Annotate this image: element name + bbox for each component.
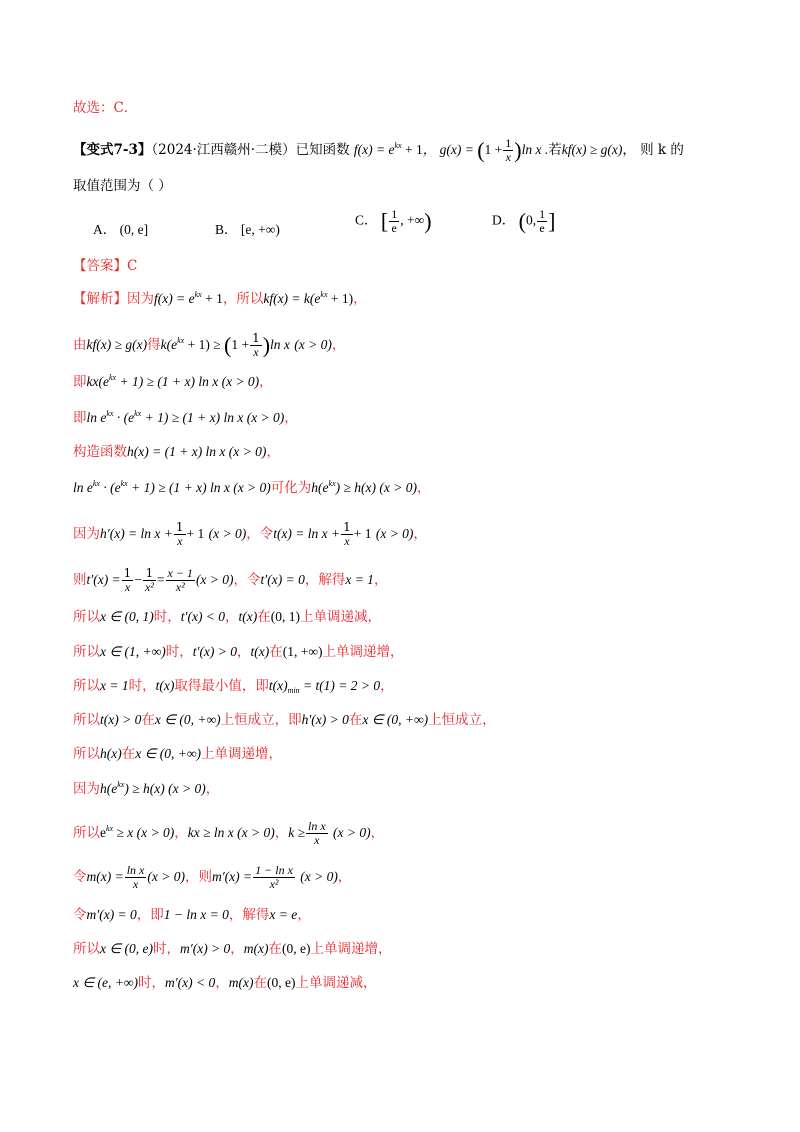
fraction-denominator: x: [314, 833, 320, 847]
text: 所以: [73, 609, 100, 625]
paren: (: [224, 332, 232, 358]
text: ，: [174, 825, 188, 841]
math-text: kf(x) ≥ g(x): [86, 337, 148, 352]
math-text: 1 +: [231, 337, 250, 352]
text: ，令: [233, 572, 261, 588]
math-text: (x > 0): [294, 337, 332, 352]
text: 所以: [73, 678, 100, 694]
analysis-line-8: [73, 567, 387, 594]
math-text: ln x .: [521, 142, 549, 157]
math-text: h′(x) > 0: [301, 712, 349, 727]
analysis-tag: 【解析】因为: [73, 291, 154, 307]
analysis-line-9: [73, 608, 381, 626]
text: ，: [237, 644, 251, 660]
problem-tag: 【变式7-3】: [73, 142, 152, 158]
text: ，解得: [228, 907, 270, 923]
text: 令: [73, 907, 87, 923]
analysis-line-16: [73, 864, 351, 891]
option-label: D．: [492, 212, 516, 228]
text: ，: [337, 869, 352, 885]
math-text: m(x) =: [86, 869, 124, 884]
math-text: + 1: [201, 291, 223, 306]
math-text: = t(1) = 2 > 0: [299, 678, 381, 693]
fraction: [306, 820, 328, 847]
fraction-numerator: x − 1: [167, 566, 193, 580]
math-text: 1 − ln x = 0: [163, 907, 229, 922]
text: 上单调递增，: [310, 941, 392, 957]
text: ，: [284, 410, 298, 426]
option-a: [93, 218, 148, 238]
text: ， 则 k 的: [622, 142, 684, 158]
option-value: 0,: [525, 212, 537, 228]
text: ，: [259, 374, 273, 390]
analysis-line-12: [73, 711, 496, 729]
paren: ): [514, 137, 522, 163]
math-text: ≥ x (x > 0): [113, 825, 175, 840]
text: ，: [353, 291, 367, 307]
text: 时，: [153, 941, 180, 957]
text: 得: [147, 337, 161, 353]
fraction-numerator: 1: [175, 520, 184, 534]
fraction-denominator: x: [505, 150, 511, 164]
exponent: kx: [134, 409, 142, 418]
text: ，: [380, 678, 394, 694]
math-text: t(x): [268, 678, 288, 693]
fraction-numerator: 1: [505, 136, 512, 150]
exponent: kx: [328, 479, 336, 488]
fraction: [174, 521, 186, 548]
text: 在: [253, 975, 267, 991]
bracket: ]: [548, 208, 556, 234]
paren: ): [262, 332, 271, 358]
text: 所以: [73, 712, 100, 728]
math-text: e: [100, 825, 106, 840]
math-text: m(x): [228, 975, 254, 990]
math-text: (x > 0): [375, 526, 414, 541]
fraction: [250, 332, 262, 359]
paren: (: [477, 137, 485, 163]
bracket: [: [380, 208, 389, 234]
text: 令: [73, 869, 87, 885]
math-text: −: [134, 572, 142, 587]
exponent: kx: [120, 479, 128, 488]
option-label: C．: [355, 212, 378, 228]
text: ，: [205, 781, 220, 797]
exponent: kx: [106, 409, 114, 418]
analysis-line-3: [73, 373, 273, 391]
function-f: f(x) = e: [353, 142, 395, 157]
math-text: t(x) > 0: [100, 712, 142, 727]
math-text: t′(x) > 0: [192, 644, 238, 659]
text: ，: [225, 609, 239, 625]
text: ，: [370, 825, 385, 841]
fraction: [503, 137, 513, 164]
analysis-line-10: [73, 643, 404, 661]
option-d: [492, 208, 555, 235]
math-text: h(x): [100, 746, 122, 761]
math-text: t(x): [238, 609, 258, 624]
math-text: · (e: [113, 410, 135, 425]
text: 由: [73, 337, 87, 353]
math-text: (x > 0): [147, 869, 185, 884]
paren: ): [424, 208, 432, 234]
math-text: x ∈ (0, +∞): [362, 712, 429, 727]
exponent: kx: [320, 290, 328, 299]
text: ，所以: [222, 291, 264, 307]
fraction-denominator: x²: [269, 877, 279, 891]
text: ，: [230, 941, 244, 957]
math-text: kx ≥ ln x (x > 0): [187, 825, 275, 840]
fraction-denominator: x: [132, 877, 139, 891]
analysis-line-5: [73, 443, 280, 461]
fraction-denominator: x: [124, 580, 131, 594]
text: 上单调递减，: [295, 975, 377, 991]
fraction: [389, 208, 399, 235]
fraction-numerator: 1: [123, 566, 132, 580]
analysis-line-18: [73, 940, 392, 958]
subscript: min: [287, 686, 300, 695]
math-text: t(x) = ln x +: [273, 526, 341, 541]
math-text: x ∈ (e, +∞): [73, 975, 138, 990]
fraction: [143, 567, 156, 594]
text: 上恒成立，即: [220, 712, 302, 728]
fraction-denominator: e: [539, 221, 545, 235]
fraction: [122, 567, 134, 594]
math-text: (x > 0): [332, 825, 371, 840]
math-text: f(x) = e: [154, 291, 195, 306]
option-value: [e, +∞): [240, 222, 280, 237]
math-text: x ∈ (0, 1): [100, 609, 154, 624]
fraction: [166, 567, 195, 594]
analysis-line-13: [73, 745, 282, 763]
paren: (: [518, 208, 526, 234]
text: ，: [331, 337, 346, 353]
text: 在: [348, 712, 363, 728]
option-value: , +∞: [400, 212, 425, 228]
fraction-numerator: 1: [343, 520, 351, 534]
math-text: k(e: [160, 337, 178, 352]
text: 取得最小值，即: [174, 678, 269, 694]
math-text: m′(x) = 0: [86, 907, 137, 922]
fraction-denominator: x: [177, 534, 183, 548]
text: 即: [73, 410, 87, 426]
analysis-line-2: [73, 332, 345, 359]
option-value: (0, e]: [119, 222, 149, 237]
exponent: kx: [106, 824, 114, 833]
text: ，: [274, 825, 289, 841]
exponent: kx: [194, 290, 202, 299]
math-text: x = 1: [100, 678, 129, 693]
text: 因为: [73, 526, 100, 542]
problem-source: （2024·江西赣州·二模）已知函数: [151, 142, 350, 158]
math-text: h(x) = (1 + x) ln x (x > 0): [127, 444, 267, 459]
math-text: t′(x) = 0: [260, 572, 305, 587]
analysis-line-14: [73, 780, 219, 798]
text: 可化为: [270, 480, 312, 496]
math-text: m(x): [243, 941, 269, 956]
analysis-line-1: [73, 290, 367, 308]
text: 上恒成立，: [428, 712, 496, 728]
analysis-line-6: [73, 479, 431, 497]
answer-text: 【答案】C: [73, 258, 138, 274]
option-b: [215, 218, 280, 238]
text: ，: [373, 572, 388, 588]
analysis-line-15: [73, 820, 384, 847]
math-text: t′(x) < 0: [180, 609, 226, 624]
math-text: x ∈ (0, +∞): [135, 746, 201, 761]
answer-line: [73, 257, 137, 275]
function-g: ， g(x) =: [422, 142, 478, 157]
fraction-numerator: 1 − ln x: [255, 863, 293, 877]
fraction-numerator: ln x: [126, 863, 145, 877]
math-text: + 1: [353, 526, 372, 541]
text: 所以: [73, 644, 100, 660]
exponent: kx: [394, 141, 402, 150]
math-text: (0, e): [267, 975, 296, 990]
math-text: + 1) ≥ (1 + x) ln x (x > 0): [116, 374, 260, 389]
math-text: + 1: [401, 142, 423, 157]
text: 在: [269, 644, 283, 660]
option-label: A．: [93, 222, 117, 237]
problem-statement: [73, 137, 684, 164]
text: 时，: [153, 609, 181, 625]
math-text: m′(x) > 0: [180, 941, 231, 956]
math-text: =: [156, 572, 165, 587]
fraction-numerator: ln x: [308, 819, 326, 833]
text: ，则: [184, 869, 212, 885]
fraction-denominator: x: [344, 534, 350, 548]
math-text: (0, 1): [270, 609, 301, 624]
math-text: (1, +∞): [282, 644, 323, 659]
fraction-denominator: x²: [175, 580, 185, 594]
option-c: [355, 208, 432, 235]
math-text: 1 +: [484, 142, 503, 157]
math-text: h(e: [311, 480, 329, 495]
analysis-line-17: [73, 906, 311, 924]
text: 构造函数: [73, 444, 127, 460]
math-text: x = 1: [345, 572, 374, 587]
text: 上单调递增，: [200, 746, 282, 762]
fraction-denominator: e: [391, 221, 397, 235]
exponent: kx: [117, 780, 125, 789]
text: 即: [73, 374, 87, 390]
math-text: x ∈ (0, +∞): [154, 712, 221, 727]
option-label: B．: [215, 222, 238, 237]
analysis-line-19: [73, 974, 376, 992]
text: 在: [268, 941, 283, 957]
math-text: t(x): [250, 644, 270, 659]
fraction-numerator: 1: [143, 567, 156, 581]
math-text: (0, e): [282, 941, 311, 956]
math-text: kx(e: [86, 374, 109, 389]
text: ，: [413, 526, 427, 542]
math-text: kf(x) = k(e: [263, 291, 321, 306]
math-text: + 1) ≥: [184, 337, 224, 352]
fraction-denominator: x: [253, 345, 259, 359]
math-text: x ∈ (0, e): [100, 941, 153, 956]
condition: kf(x) ≥ g(x): [561, 142, 623, 157]
math-text: t′(x) =: [86, 572, 121, 587]
math-text: (x > 0): [300, 869, 338, 884]
text: 在: [257, 609, 271, 625]
math-text: + 1) ≥ (1 + x) ln x (x > 0): [141, 410, 285, 425]
analysis-line-11: [73, 677, 394, 695]
math-text: t(x): [155, 678, 175, 693]
analysis-line-7: [73, 521, 427, 548]
text: 上单调递增，: [322, 644, 404, 660]
fraction: [537, 208, 547, 235]
fraction: [341, 521, 353, 548]
text: 因为: [73, 781, 100, 797]
math-text: + 1: [186, 526, 205, 541]
conclusion-text: 故选：C．: [73, 100, 138, 116]
math-text: ) ≥ h(x) (x > 0): [124, 781, 206, 796]
text: 时，: [137, 975, 165, 991]
fraction: [253, 864, 295, 891]
fraction-denominator: x²: [144, 580, 154, 594]
fraction: [125, 864, 147, 891]
fraction-numerator: 1: [391, 207, 398, 221]
text: ，: [417, 480, 431, 496]
text: ，令: [246, 526, 274, 542]
text: 若: [548, 142, 562, 158]
math-text: (x > 0): [195, 572, 234, 587]
analysis-line-4: [73, 409, 298, 427]
fraction-numerator: 1: [539, 207, 546, 221]
text: 在: [121, 746, 136, 762]
math-text: + 1) ≥ (1 + x) ln x (x > 0): [127, 480, 271, 495]
text: ，: [215, 975, 229, 991]
text: 在: [141, 712, 155, 728]
text: 所以: [73, 746, 100, 762]
math-text: ) ≥ h(x) (x > 0): [335, 480, 418, 495]
math-text: h′(x) = ln x +: [100, 526, 173, 541]
math-text: (x > 0): [208, 526, 247, 541]
question-text: 取值范围为（ ）: [73, 178, 172, 194]
math-text: ln e: [73, 480, 93, 495]
math-text: x ∈ (1, +∞): [100, 644, 166, 659]
math-text: ln x: [270, 337, 290, 352]
exponent: kx: [177, 336, 185, 345]
exponent: kx: [92, 479, 100, 488]
text: 所以: [73, 825, 100, 841]
text: 则: [73, 572, 87, 588]
text: 上单调递减，: [300, 609, 382, 625]
math-text: ln e: [86, 410, 107, 425]
text: ，解得: [304, 572, 346, 588]
math-text: m′(x) =: [211, 869, 253, 884]
text: ，: [266, 444, 280, 460]
text: ，即: [136, 907, 164, 923]
text: 时，: [128, 678, 156, 694]
problem-question: [73, 177, 172, 195]
math-text: k ≥: [288, 825, 305, 840]
fraction-numerator: 1: [252, 331, 260, 345]
text: 所以: [73, 941, 100, 957]
text: ，: [297, 907, 311, 923]
conclusion-line: [73, 99, 137, 117]
math-text: x = e: [269, 907, 298, 922]
text: 时，: [165, 644, 193, 660]
math-text: m′(x) < 0: [164, 975, 216, 990]
math-text: h(e: [100, 781, 118, 796]
math-text: · (e: [99, 480, 121, 495]
math-text: + 1): [327, 291, 354, 306]
exponent: kx: [108, 373, 117, 382]
